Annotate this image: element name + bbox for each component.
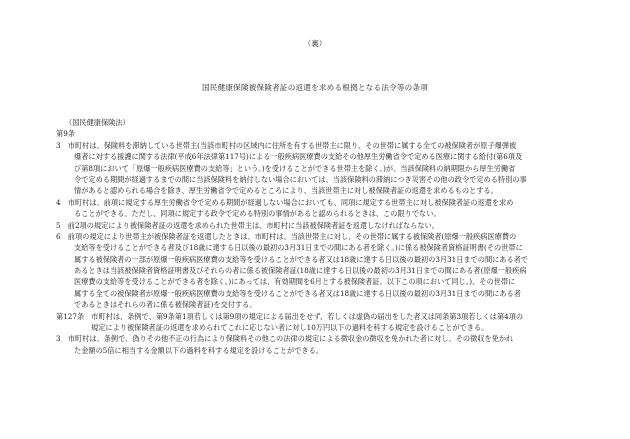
- text-line: であるときはそれらの者に係る被保険者証)を交付する。: [74, 300, 257, 310]
- text-line: 令で定める期間が経過するまでの間に当該保険料を納付しない場合においては、当該保険料の滞納につき災害その他の政令で定める特別の事: [74, 174, 527, 184]
- text-line: 3 市町村は、保険料を滞納している世帯主(当該市町村の区域内に住所を有する世帯主に限り、その世帯に属する全ての被保険者が原子爆弾被: [56, 140, 517, 150]
- document-title: 国民健康保険被保険者証の返還を求める根拠となる法令等の条項: [201, 83, 428, 92]
- text-line: あるときは当該被保険者資格証明書及びそれらの者に係る被保険者証(18歳に達する日以後の最初の3月31日までの間にある者(原爆一般疾病: [74, 266, 527, 276]
- text-line: 医療費の支給等を受けることができる者を除く。)にあっては、有効期間を6月とする被保険者証。以下この項において同じ。)、その世帯に: [74, 277, 516, 287]
- text-line: た金額の5倍に相当する金額以下の過料を科する規定を設けることができる。: [74, 345, 323, 355]
- text-line: 爆者に対する援護に関する法律(平成6年法律第117号)による一般疾病医療費の支給その他厚生労働省令で定める医療に関する給付(第6項及: [74, 152, 523, 162]
- text-line: 属する被保険者の一部が原爆一般疾病医療費の支給等を受けることができる者又は18歳に達する日以後の最初の3月31日までの間にある者で: [74, 254, 529, 264]
- text-line: 第9条: [56, 129, 75, 139]
- text-line: 3 市町村は、条例で、偽りその他不正の行為により保険料その他この法律の規定による徴収金の徴収を免かれた者に対し、その徴収を免かれ: [56, 334, 514, 344]
- text-line: 4 市町村は、前項に規定する厚生労働省令で定める期間が経過しない場合においても、同項に規定する世帯主に対し被保険者証の返還を求め: [56, 197, 514, 207]
- text-line: ることができる。ただし、同項に規定する政令で定める特別の事情があると認められるときは、この限りでない。: [74, 209, 441, 219]
- text-line: 6 前項の規定により世帯主が被保険者証を返還したときは、市町村は、当該世帯主に対し、その世帯に属する被保険者(原爆一般疾病医療費の: [56, 231, 517, 241]
- text-line: 属する全ての被保険者が原爆一般疾病医療費の支給等を受けることができる者又は18歳に達する日以後の最初の3月31日までの間にある者: [74, 288, 521, 298]
- text-line: 支給等を受けることができる者及び18歳に達する日以後の最初の3月31日までの間にある者を除く。)に係る被保険者資格証明書(その世帯に: [74, 243, 523, 253]
- text-line: 規定により被保険者証の返還を求められてこれに応じない者に対し10万円以下の過料を科する規定を設けることができる。: [91, 323, 489, 333]
- text-line: 第127条 市町村は、条例で、第9条第1項若しくは第9項の規定による届出をせず、若しくは虚偽の届出をした者又は同条第3項若しくは第4項の: [56, 311, 524, 321]
- text-line: 情があると認められる場合を除き、厚生労働省令で定めるところにより、当該世帯主に対し被保険者証の返還を求めるものとする。: [74, 186, 498, 196]
- legal-text-body: [56, 117, 586, 356]
- text-line: び第8項において「原爆一般疾病医療費の支給等」という。)を受けることができる世帯主を除く。)が、当該保険料の納期限から厚生労働省: [74, 163, 516, 173]
- page-side-marker: （裏）: [303, 39, 327, 48]
- text-line: （国民健康保険法）: [65, 118, 130, 127]
- text-line: 5 前2項の規定により被保険者証の返還を求められた世帯主は、市町村に当該被保険者証を返還しなければならない。: [56, 220, 439, 230]
